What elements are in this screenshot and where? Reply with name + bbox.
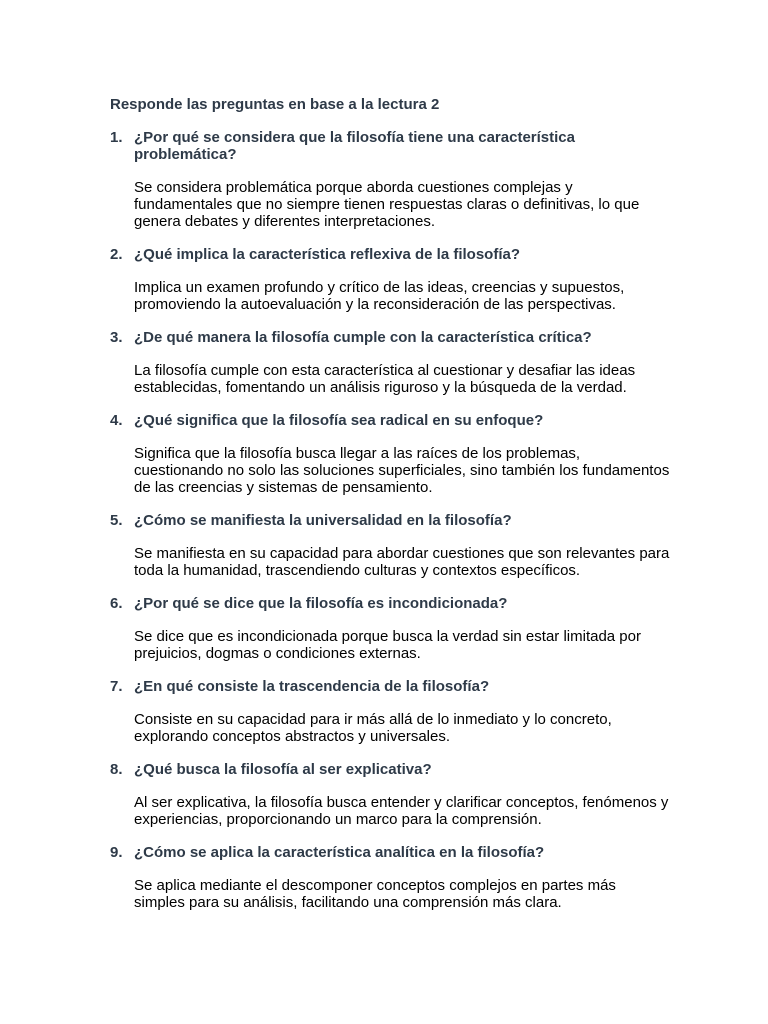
question-item-8 [110,761,670,828]
question-item-7 [110,678,670,745]
question-item-1 [110,129,670,230]
question-item-9 [110,844,670,911]
question-text: ¿Qué busca la filosofía al ser explicativa? [134,761,432,778]
answer-text: Se aplica mediante el descomponer conceptos complejos en partes más simples para su análisis, facilitando una comprensión más clara. [134,877,616,911]
question-item-2 [110,246,670,313]
question-text: ¿De qué manera la filosofía cumple con la característica crítica? [134,329,592,346]
question-list [110,129,670,927]
answer-text: Consiste en su capacidad para ir más allá de lo inmediato y lo concreto, explorando conceptos abstractos y universales. [134,711,612,745]
question-number: 2. [110,246,123,263]
question-number: 7. [110,678,123,695]
answer-text: La filosofía cumple con esta característica al cuestionar y desafiar las ideas establecidas, fomentando un análisis riguroso y la búsqueda de la verdad. [134,362,636,396]
answer-text: Se considera problemática porque aborda cuestiones complejas y fundamentales que no siempre tienen respuestas claras o definitivas, lo que genera debates y diferentes interpretaciones. [134,179,640,230]
answer-text: Se manifiesta en su capacidad para abordar cuestiones que son relevantes para toda la humanidad, trascendiendo culturas y contextos específicos. [134,545,670,579]
question-text: ¿En qué consiste la trascendencia de la filosofía? [134,678,490,695]
document-heading: Responde las preguntas en base a la lectura 2 [110,96,440,113]
question-item-6 [110,595,670,662]
question-number: 8. [110,761,123,778]
question-number: 6. [110,595,123,612]
answer-text: Implica un examen profundo y crítico de las ideas, creencias y supuestos, promoviendo la autoevaluación y la reconsideración de las perspectivas. [134,279,625,313]
question-number: 4. [110,412,123,429]
question-text: ¿Cómo se manifiesta la universalidad en la filosofía? [134,512,512,529]
question-item-4 [110,412,670,496]
question-number: 3. [110,329,123,346]
question-item-5 [110,512,670,579]
answer-text: Se dice que es incondicionada porque busca la verdad sin estar limitada por prejuicios, dogmas o condiciones externas. [134,628,641,662]
question-text: ¿Qué significa que la filosofía sea radical en su enfoque? [134,412,544,429]
answer-text: Al ser explicativa, la filosofía busca entender y clarificar conceptos, fenómenos y experiencias, proporcionando un marco para la comprensión. [134,794,669,828]
question-text: ¿Cómo se aplica la característica analítica en la filosofía? [134,844,545,861]
question-text: ¿Qué implica la característica reflexiva de la filosofía? [134,246,521,263]
question-text: ¿Por qué se dice que la filosofía es incondicionada? [134,595,508,612]
question-number: 5. [110,512,123,529]
question-item-3 [110,329,670,396]
question-number: 1. [110,129,123,146]
question-text: ¿Por qué se considera que la filosofía tiene una característica problemática? [134,129,575,163]
question-number: 9. [110,844,123,861]
answer-text: Significa que la filosofía busca llegar a las raíces de los problemas, cuestionando no solo las soluciones superficiales, sino también los fundamentos de las creencias y sistemas de pensamiento. [134,445,670,496]
